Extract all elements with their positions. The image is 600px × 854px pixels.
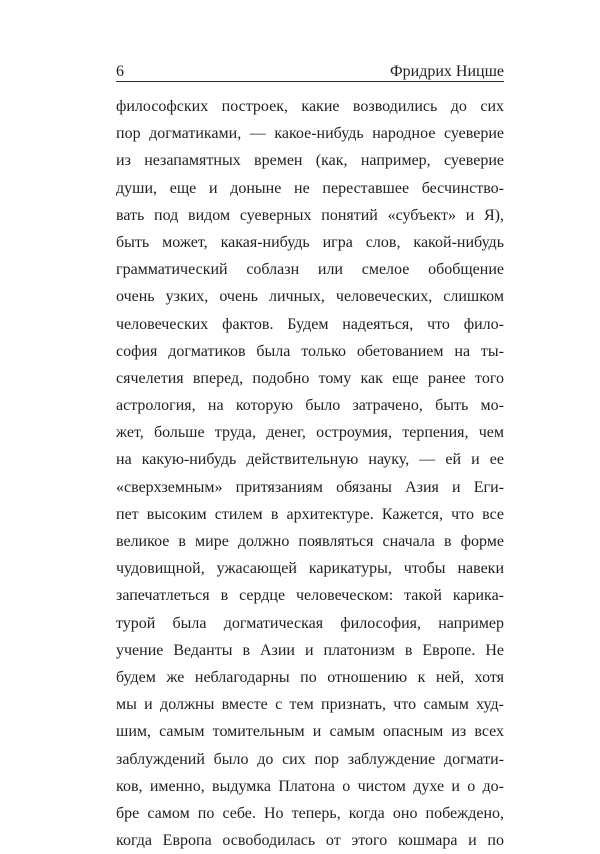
text-line: философских построек, какие возводились до сих [116,98,504,115]
text-line: астрология, на которую было затрачено, быть мо- [116,397,504,415]
body-text [116,93,504,854]
text-line: турой была догматическая философия, например [116,614,504,632]
text-line: чудовищной, ужасающей карикатуры, чтобы навеки [116,560,504,578]
text-line: жет, больше труда, денег, остроумия, терпения, чем [116,424,504,442]
text-line: души, еще и доныне не переставшее бесчинство- [116,179,504,197]
text-line: вать под видом суеверных понятий «субъект» и Я), [116,206,504,224]
text-line: будем же неблагодарны по отношению к ней, хотя [116,668,504,686]
running-title: Фридрих Ницше [389,63,504,80]
text-line: ков, именно, выдумка Платона о чистом духе и о до- [116,777,504,795]
text-line: учение Веданты в Азии и платонизм в Европе. Не [116,641,504,659]
text-line: пет высоким стилем в архитектуре. Кажется, что все [116,505,504,523]
text-line: быть может, какая-нибудь игра слов, какой-нибудь [116,233,504,251]
text-line: из незапамятных времен (как, например, суеверие [116,152,504,170]
page-number: 6 [116,63,124,80]
text-line: очень узких, очень личных, человеческих, слишком [116,288,504,306]
text-line: мы и должны вместе с тем признать, что самым худ- [116,696,504,714]
text-line: сячелетия вперед, подобно тому как еще ранее того [116,369,504,387]
text-line: «сверхземным» притязаниям обязаны Азия и Еги- [116,478,504,496]
text-line: пор догматиками, — какое-нибудь народное суеверие [116,125,504,143]
text-line: грамматический соблазн или смелое обобщение [116,261,504,279]
text-line: человеческих фактов. Будем надеяться, что фило- [116,315,504,333]
text-line: шим, самым томительным и самым опасным из всех [116,723,504,741]
text-line: заблуждений было до сих пор заблуждение догмати- [116,750,504,768]
text-line: софия догматиков была только обетованием на ты- [116,342,504,360]
text-line: запечатлеться в сердце человеческом: такой карика- [116,587,504,605]
text-line: когда Европа освободилась от этого кошмара и по [116,832,504,850]
text-line: на какую-нибудь действительную науку, — ей и ее [116,451,504,469]
text-line: бре самом по себе. Но теперь, когда оно побеждено, [116,804,504,822]
header-rule [116,81,504,82]
text-line: великое в мире должно появляться сначала в форме [116,533,504,550]
